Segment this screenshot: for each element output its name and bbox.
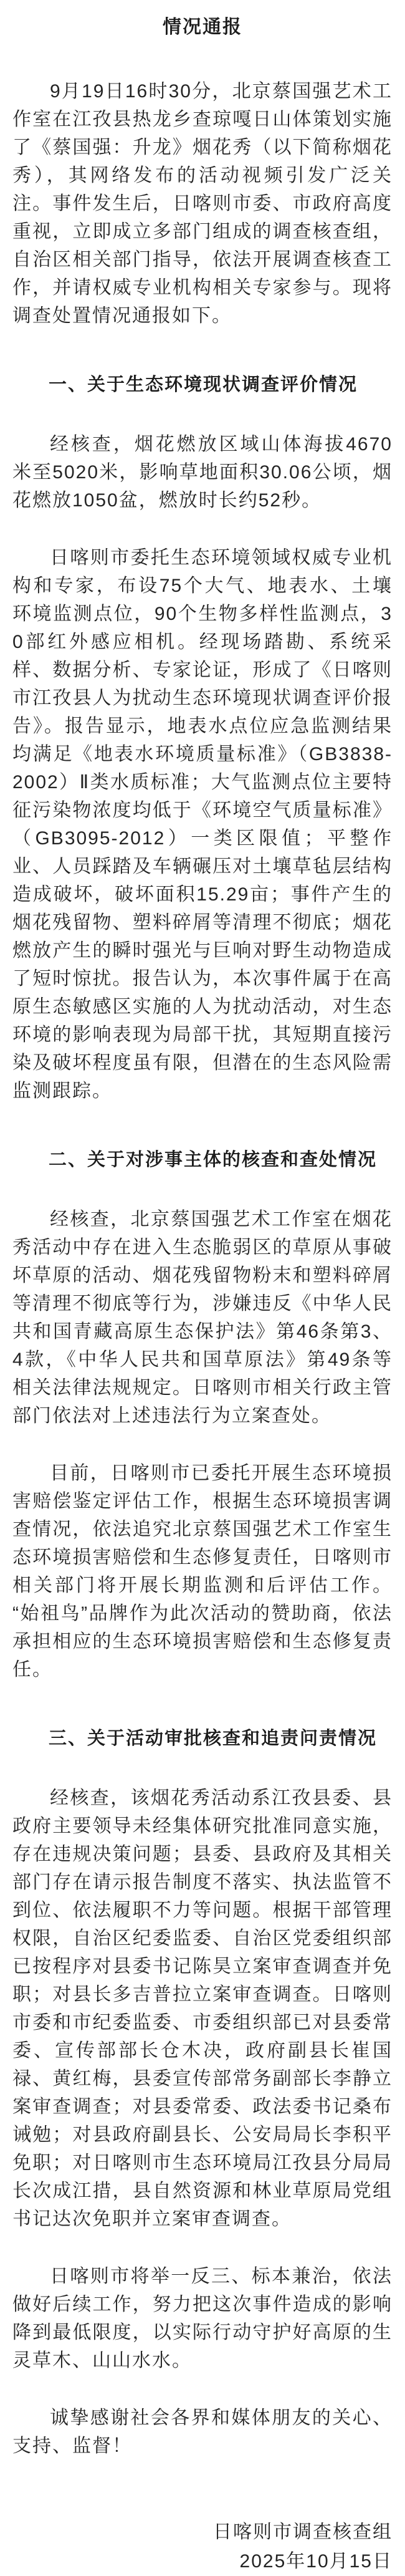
paragraph-8: 诚挚感谢社会各界和媒体朋友的关心、支持、监督！ [12, 2408, 393, 2456]
signature-date: 2025年10月15日 [239, 2551, 393, 2572]
paragraph-2: 经核查，烟花燃放区域山体海拔4670米至5020米，影响草地面积30.06公顷，烟花燃放1050盆，燃放时长约52秒。 [12, 434, 393, 511]
paragraph-6: 经核查，该烟花秀活动系江孜县委、县政府主要领导未经集体研究批准同意实施，存在违规决策问题；县委、县政府及其相关部门存在请示报告制度不落实、执法监管不到位、依法履职不力等问题。根据干部管理权限，自治区纪委监委、自治区党委组织部已按程序对县委书记陈昊立案审查调查并免职；对县长多吉普拉立案审查调查。日喀则市委和市纪委监委、市委组织部已对县委常委、宣传部部长仓木决，政府副县长崔国禄、黄红梅，县委宣传部常务副部长李静立案审查调查；对县委常委、政法委书记桑布诫勉；对县政府副县长、公安局局长李积平免职；对日喀则市生态环境局江孜县分局局长次成江措，县自然资源和林业草原局党组书记达次免职并立案审查调查。 [12, 1788, 393, 2229]
section-heading-2: 二、关于对涉事主体的核查和查处情况 [49, 1150, 378, 1170]
paragraph-7: 日喀则市将举一反三、标本兼治，依法做好后续工作，努力把这次事件造成的影响降到最低限度，以实际行动守护好高原的生灵草木、山山水水。 [12, 2266, 393, 2371]
section-heading-1: 一、关于生态环境现状调查评价情况 [49, 375, 358, 395]
paragraph-5: 目前，日喀则市已委托开展生态环境损害赔偿鉴定评估工作，根据生态环境损害调查情况，依法追究北京蔡国强艺术工作室生态环境损害赔偿和生态修复责任，日喀则市相关部门将开展长期监测和后评估工作。“始祖鸟”品牌作为此次活动的赞助商，依法承担相应的生态环境损害赔偿和生态修复责任。 [12, 1463, 393, 1680]
paragraph-3: 日喀则市委托生态环境领域权威专业机构和专家，布设75个大气、地表水、土壤环境监测点位，90个生物多样性监测点，30部红外感应相机。经现场踏勘、系统采样、数据分析、专家论证，形成了《日喀则市江孜县人为扰动生态环境现状调查评价报告》。报告显示，地表水点位应急监测结果均满足《地表水环境质量标准》（GB3838-2002）Ⅱ类水质标准；大气监测点位主要特征污染物浓度均低于《环境空气质量标准》（GB3095-2012）一类区限值；平整作业、人员踩踏及车辆碾压对土壤草毡层结构造成破坏，破坏面积15.29亩；事件产生的烟花残留物、塑料碎屑等清理不彻底；烟花燃放产生的瞬时强光与巨响对野生动物造成了短时惊扰。报告认为，本次事件属于在高原生态敏感区实施的人为扰动活动，对生态环境的影响表现为局部干扰，其短期直接污染及破坏程度虽有限，但潜在的生态风险需监测跟踪。 [12, 548, 393, 1101]
section-heading-3: 三、关于活动审批核查和追责问责情况 [49, 1729, 378, 1749]
document-body [12, 77, 393, 2460]
paragraph-4: 经核查，北京蔡国强艺术工作室在烟花秀活动中存在进入生态脆弱区的草原从事破坏草原的活动、烟花残留物粉末和塑料碎屑等清理不彻底等行为，涉嫌违反《中华人民共和国青藏高原生态保护法》第46条第3、4款，《中华人民共和国草原法》第49条等相关法律法规规定。日喀则市相关行政主管部门依法对上述违法行为立案查处。 [12, 1209, 393, 1426]
signature-block [12, 2517, 393, 2576]
paragraph-1: 9月19日16时30分，北京蔡国强艺术工作室在江孜县热龙乡查琼嘎日山体策划实施了《蔡国强：升龙》烟花秀（以下简称烟花秀），其网络发布的活动视频引发广泛关注。事件发生后，日喀则市委、市政府高度重视，立即成立多部门组成的调查核查组，自治区相关部门指导，依法开展调查核查工作，并请权威专业机构相关专家参与。现将调查处置情况通报如下。 [12, 81, 393, 326]
signature-org: 日喀则市调查核查组 [213, 2522, 393, 2542]
document-title: 情况通报 [163, 17, 242, 37]
